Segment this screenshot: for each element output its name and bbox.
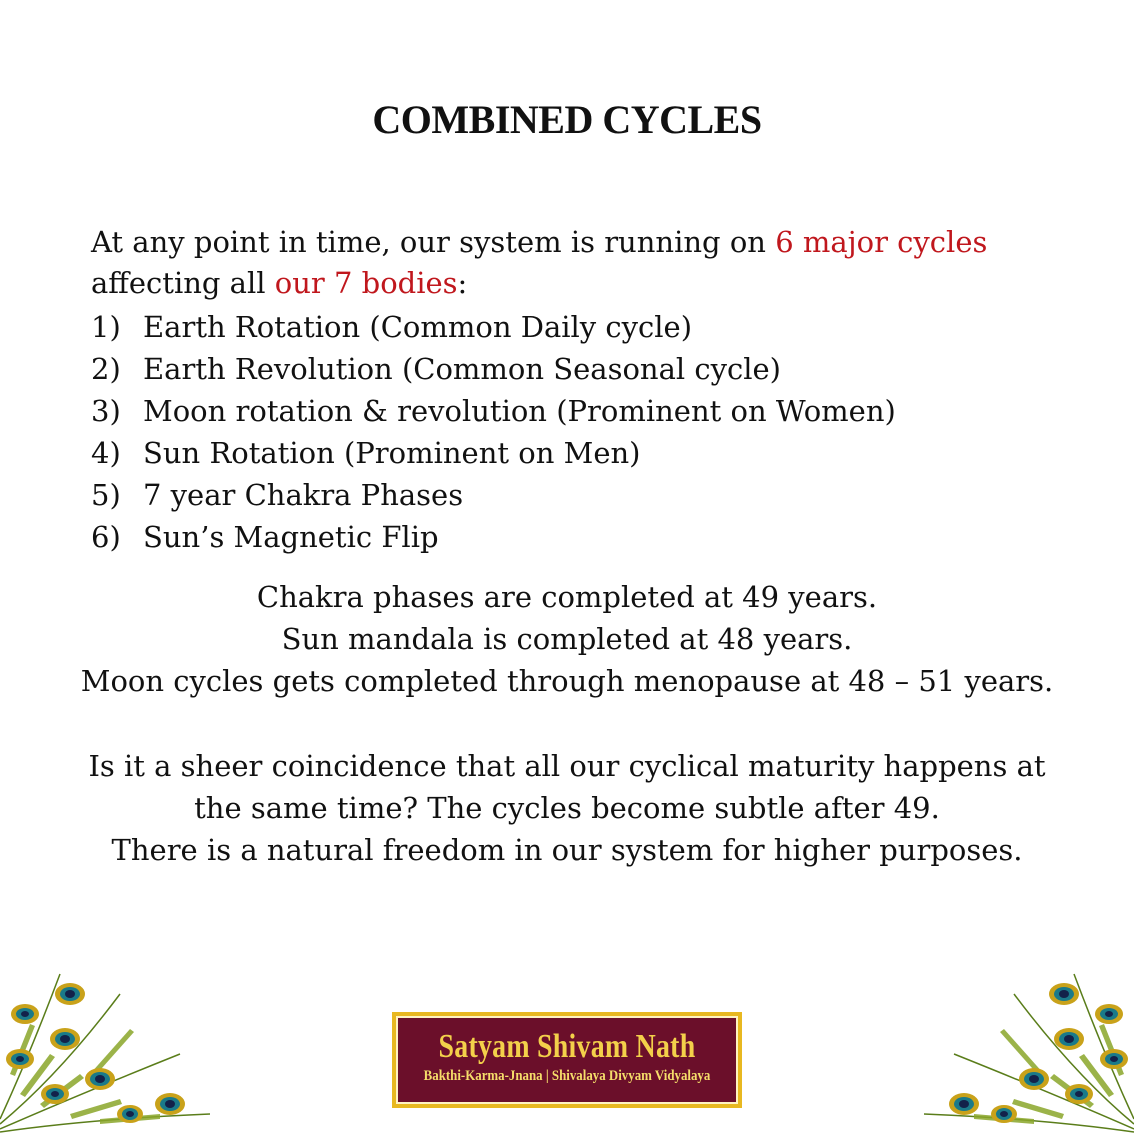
logo-brand-name: Satyam Shivam Nath xyxy=(438,1028,696,1065)
list-number: 3) xyxy=(91,394,121,428)
list-number: 2) xyxy=(91,352,121,386)
peacock-feather-icon xyxy=(0,954,215,1134)
cycles-list xyxy=(91,306,896,558)
list-item xyxy=(91,306,896,348)
intro-text-2: affecting all xyxy=(91,266,275,300)
facts-block xyxy=(0,576,1134,702)
list-text: Moon rotation & revolution (Prominent on Women) xyxy=(143,394,896,428)
list-item xyxy=(91,516,896,558)
list-item xyxy=(91,474,896,516)
closing-line: the same time? The cycles become subtle after 49. xyxy=(194,791,940,825)
list-text: 7 year Chakra Phases xyxy=(143,478,464,512)
closing-line: Is it a sheer coincidence that all our cyclical maturity happens at xyxy=(88,749,1046,783)
intro-paragraph xyxy=(91,222,1071,304)
page-title: COMBINED CYCLES xyxy=(372,97,762,142)
logo-tagline: Bakthi-Karma-Jnana | Shivalaya Divyam Vidyalaya xyxy=(423,1068,711,1084)
list-item xyxy=(91,348,896,390)
list-number: 1) xyxy=(91,310,121,344)
brand-logo xyxy=(392,1012,742,1108)
list-item xyxy=(91,390,896,432)
fact-line: Moon cycles gets completed through menopause at 48 – 51 years. xyxy=(80,664,1054,698)
list-item xyxy=(91,432,896,474)
list-text: Sun Rotation (Prominent on Men) xyxy=(143,436,641,470)
intro-text-1: At any point in time, our system is running on xyxy=(91,225,776,259)
list-text: Earth Revolution (Common Seasonal cycle) xyxy=(143,352,781,386)
fact-line: Sun mandala is completed at 48 years. xyxy=(281,622,853,656)
closing-block xyxy=(0,745,1134,871)
list-number: 4) xyxy=(91,436,121,470)
fact-line: Chakra phases are completed at 49 years. xyxy=(256,580,878,614)
intro-highlight-cycles: 6 major cycles xyxy=(775,225,988,259)
list-number: 5) xyxy=(91,478,121,512)
intro-highlight-bodies: our 7 bodies xyxy=(274,266,458,300)
peacock-feather-icon xyxy=(919,954,1134,1134)
intro-text-3: : xyxy=(457,266,468,300)
list-number: 6) xyxy=(91,520,121,554)
list-text: Sun’s Magnetic Flip xyxy=(143,520,439,554)
closing-line: There is a natural freedom in our system for higher purposes. xyxy=(111,833,1023,867)
list-text: Earth Rotation (Common Daily cycle) xyxy=(143,310,693,344)
